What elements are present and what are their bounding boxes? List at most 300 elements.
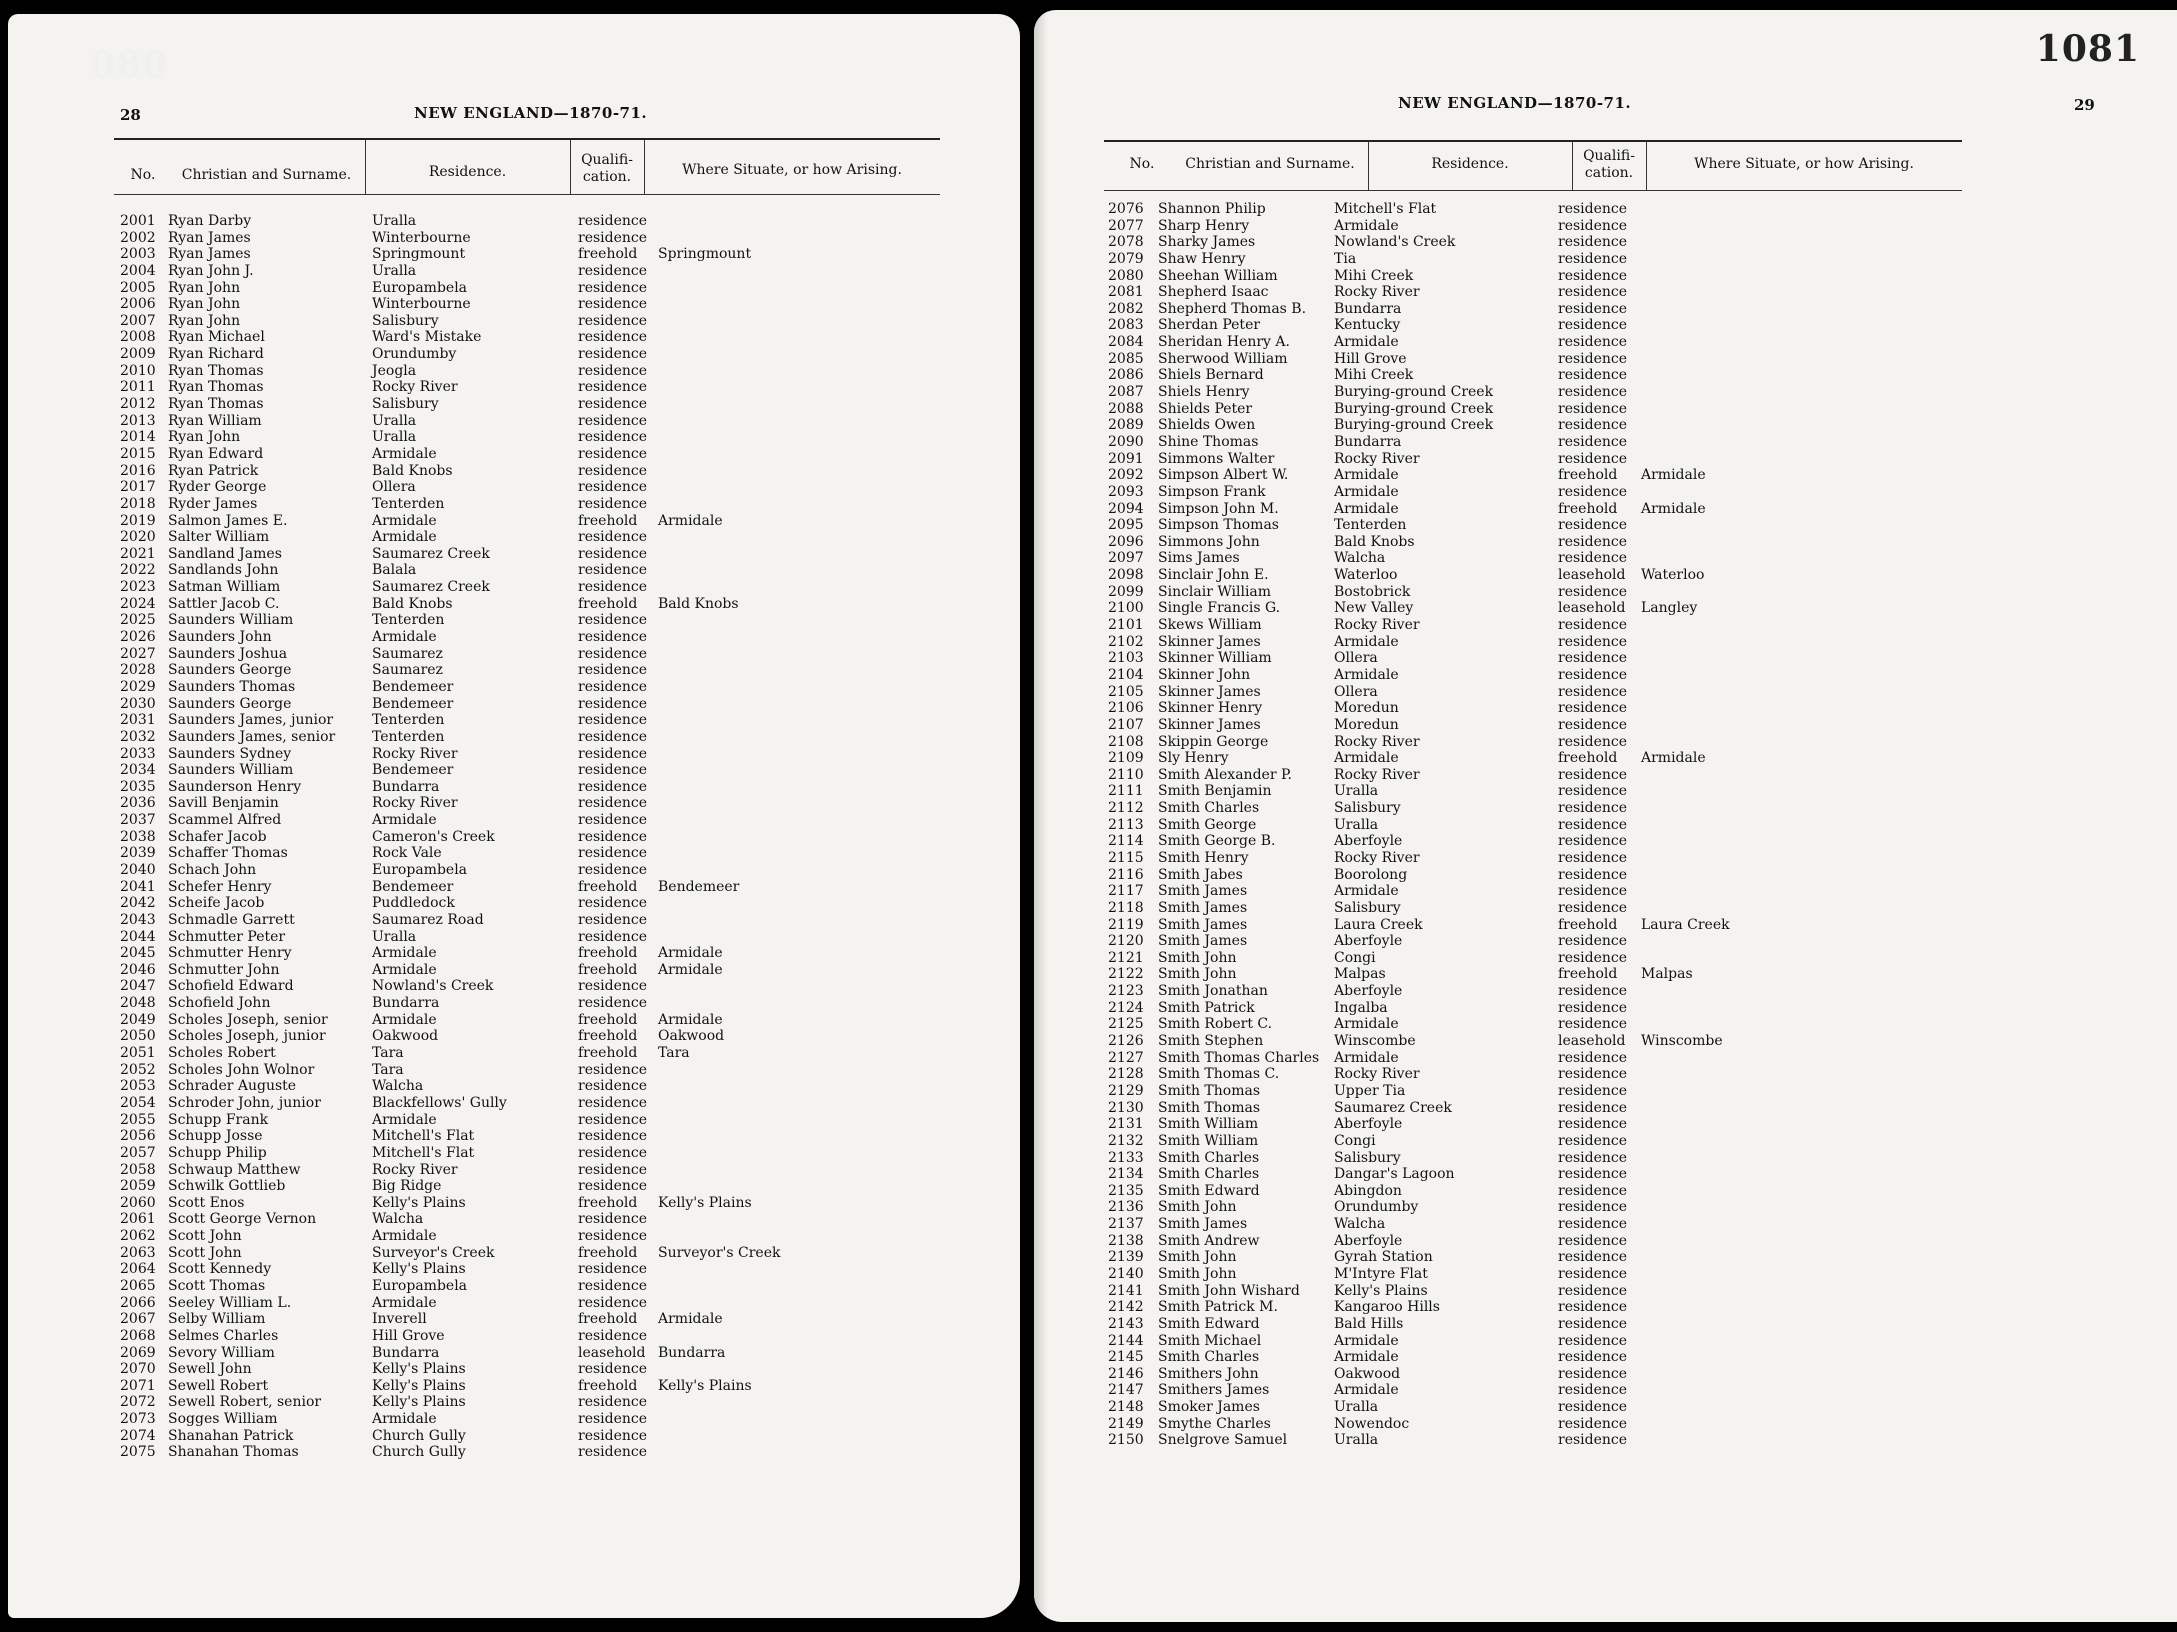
elector-name: Ryan John J. xyxy=(168,262,254,279)
row-number: 2080 xyxy=(1108,267,1144,284)
qualification: residence xyxy=(1558,666,1628,683)
residence: Oakwood xyxy=(1334,1365,1401,1382)
qualification: residence xyxy=(1558,700,1628,717)
row-number: 2037 xyxy=(120,812,156,829)
right-page xyxy=(1034,10,2177,1622)
table-row xyxy=(120,629,940,646)
qualification: residence xyxy=(578,662,648,679)
table-row xyxy=(120,1311,940,1328)
row-number: 2121 xyxy=(1108,949,1144,966)
qualification: residence xyxy=(1558,550,1628,567)
table-row xyxy=(120,1278,940,1295)
residence: Mihi Creek xyxy=(1334,367,1414,384)
elector-name: Ryan John xyxy=(168,279,241,296)
running-head: NEW ENGLAND—1870-71. xyxy=(1398,94,1632,112)
qualification: residence xyxy=(1558,1315,1628,1332)
row-number: 2132 xyxy=(1108,1132,1144,1149)
residence: Rocky River xyxy=(372,1161,458,1178)
qualification: residence xyxy=(1558,766,1628,783)
qualification: residence xyxy=(1558,1199,1628,1216)
row-number: 2050 xyxy=(120,1028,156,1045)
elector-name: Schwilk Gottlieb xyxy=(168,1178,286,1195)
residence: Armidale xyxy=(1334,1382,1399,1399)
qualification: residence xyxy=(578,545,648,562)
row-number: 2141 xyxy=(1108,1282,1144,1299)
table-row xyxy=(120,795,940,812)
table-row xyxy=(1108,584,1968,601)
row-number: 2124 xyxy=(1108,999,1144,1016)
elector-name: Schmutter Peter xyxy=(168,928,286,945)
elector-name: Skinner James xyxy=(1158,716,1261,733)
qualification: residence xyxy=(1558,367,1628,384)
qualification: residence xyxy=(578,495,648,512)
row-number: 2143 xyxy=(1108,1315,1144,1332)
residence: Rocky River xyxy=(1334,450,1420,467)
elector-name: Smith James xyxy=(1158,1216,1248,1233)
table-row xyxy=(1108,1382,1968,1399)
elector-name: Ryder James xyxy=(168,495,258,512)
qualification: residence xyxy=(578,1061,648,1078)
qualification: residence xyxy=(1558,1049,1628,1066)
residence: Rocky River xyxy=(372,745,458,762)
qualification: residence xyxy=(1558,317,1628,334)
elector-name: Smith James xyxy=(1158,899,1248,916)
qualification: residence xyxy=(578,1278,648,1294)
residence: Moredun xyxy=(1334,700,1399,717)
header-qualification xyxy=(570,152,644,186)
elector-name: Smith Patrick M. xyxy=(1158,1299,1278,1316)
row-number: 2063 xyxy=(120,1244,156,1261)
header-residence: Residence. xyxy=(428,164,507,180)
residence: Waterloo xyxy=(1334,567,1398,584)
residence: Bald Knobs xyxy=(1334,533,1415,550)
residence: Armidale xyxy=(1334,1332,1399,1349)
qualification: residence xyxy=(1558,933,1628,950)
residence: Armidale xyxy=(1334,217,1399,234)
row-number: 2137 xyxy=(1108,1216,1144,1233)
residence: Aberfoyle xyxy=(1334,983,1403,1000)
elector-name: Saunders William xyxy=(168,612,294,629)
table-row xyxy=(1108,467,1968,484)
table-row xyxy=(120,529,940,546)
residence: Church Gully xyxy=(372,1427,466,1444)
row-number: 2147 xyxy=(1108,1382,1144,1399)
residence: Uralla xyxy=(372,429,417,446)
residence: Abingdon xyxy=(1334,1182,1402,1199)
row-number: 2057 xyxy=(120,1144,156,1161)
qualification: residence xyxy=(578,812,648,829)
table-row xyxy=(1108,600,1968,617)
table-row xyxy=(1108,650,1968,667)
elector-name: Schwaup Matthew xyxy=(168,1161,301,1178)
residence: Aberfoyle xyxy=(1334,1232,1403,1249)
residence: Rocky River xyxy=(1334,766,1420,783)
table-row xyxy=(1108,234,1968,251)
table-row xyxy=(120,429,940,446)
elector-name: Smith Jabes xyxy=(1158,866,1243,883)
elector-name: Smith Benjamin xyxy=(1158,783,1272,800)
elector-name: Smith John Wishard xyxy=(1158,1282,1300,1299)
row-number: 2025 xyxy=(120,612,156,629)
row-number: 2134 xyxy=(1108,1166,1144,1183)
elector-name: Simmons Walter xyxy=(1158,450,1275,467)
residence: Armidale xyxy=(1334,500,1399,517)
row-number: 2067 xyxy=(120,1311,156,1328)
table-row xyxy=(1108,750,1968,767)
qualification: residence xyxy=(578,312,648,329)
qualification: residence xyxy=(578,562,648,579)
qualification: freehold xyxy=(578,1244,638,1261)
where-situate: Armidale xyxy=(1641,500,1706,517)
residence: Inverell xyxy=(372,1311,427,1328)
residence: Tara xyxy=(372,1061,404,1078)
table-row xyxy=(120,596,940,613)
qualification: residence xyxy=(1558,201,1628,217)
residence: Walcha xyxy=(372,1078,424,1095)
table-row xyxy=(1108,1100,1968,1117)
table-row xyxy=(1108,684,1968,701)
table-row xyxy=(1108,1216,1968,1233)
elector-name: Schupp Josse xyxy=(168,1128,263,1145)
table-row xyxy=(1108,883,1968,900)
where-situate: Winscombe xyxy=(1641,1033,1723,1050)
elector-name: Shanahan Patrick xyxy=(168,1427,294,1444)
where-situate: Oakwood xyxy=(658,1028,725,1045)
qualification: residence xyxy=(1558,583,1628,600)
residence: Uralla xyxy=(372,213,417,229)
qualification: residence xyxy=(1558,234,1628,251)
residence: Orundumby xyxy=(372,346,457,363)
row-number: 2029 xyxy=(120,678,156,695)
row-number: 2103 xyxy=(1108,650,1144,667)
folio-number: 1081 xyxy=(2035,28,2140,70)
table-row xyxy=(120,746,940,763)
row-number: 2046 xyxy=(120,961,156,978)
row-number: 2053 xyxy=(120,1078,156,1095)
header-no: No. xyxy=(1129,156,1155,172)
row-number: 2098 xyxy=(1108,567,1144,584)
elector-name: Ryan John xyxy=(168,312,241,329)
residence: Congi xyxy=(1334,949,1376,966)
residence: Rocky River xyxy=(1334,849,1420,866)
row-number: 2087 xyxy=(1108,384,1144,401)
elector-name: Ryan William xyxy=(168,412,262,429)
qualification: residence xyxy=(1558,1299,1628,1316)
elector-name: Saunders James, junior xyxy=(168,712,334,729)
residence: Bundarra xyxy=(372,995,440,1012)
table-row xyxy=(1108,1116,1968,1133)
table-row xyxy=(1108,567,1968,584)
residence: Gyrah Station xyxy=(1334,1249,1433,1266)
qualification: residence xyxy=(1558,1116,1628,1133)
residence: Walcha xyxy=(1334,1216,1386,1233)
residence: Kelly's Plains xyxy=(372,1377,466,1394)
residence: Bendemeer xyxy=(372,878,454,895)
residence: Armidale xyxy=(372,629,437,646)
qualification: residence xyxy=(578,1394,648,1411)
row-number: 2126 xyxy=(1108,1033,1144,1050)
residence: Nowland's Creek xyxy=(372,978,494,995)
elector-name: Saunders Joshua xyxy=(168,645,288,662)
elector-name: Sharp Henry xyxy=(1158,217,1250,234)
elector-name: Skinner James xyxy=(1158,633,1261,650)
table-row xyxy=(120,513,940,530)
table-row xyxy=(120,962,940,979)
residence: Malpas xyxy=(1334,966,1386,983)
table-row xyxy=(1108,817,1968,834)
elector-name: Saunders Thomas xyxy=(168,678,296,695)
header-qualification-line2: cation. xyxy=(1584,165,1634,181)
residence: Armidale xyxy=(372,812,437,829)
qualification: residence xyxy=(578,362,648,379)
residence: Tenterden xyxy=(372,712,445,729)
row-number: 2112 xyxy=(1108,800,1144,817)
table-row xyxy=(120,1378,940,1395)
row-number: 2004 xyxy=(120,262,156,279)
qualification: residence xyxy=(578,678,648,695)
table-row xyxy=(120,1411,940,1428)
table-row xyxy=(1108,218,1968,235)
residence: Europambela xyxy=(372,861,468,878)
qualification: residence xyxy=(578,379,648,396)
elector-name: Ryan Edward xyxy=(168,445,264,462)
table-row xyxy=(120,1112,940,1129)
table-row xyxy=(1108,734,1968,751)
row-number: 2144 xyxy=(1108,1332,1144,1349)
elector-name: Scammel Alfred xyxy=(168,812,282,829)
row-number: 2058 xyxy=(120,1161,156,1178)
table-row xyxy=(120,413,940,430)
residence: Bendemeer xyxy=(372,762,454,779)
elector-name: Smith Thomas xyxy=(1158,1099,1261,1116)
where-situate: Laura Creek xyxy=(1641,916,1730,933)
row-number: 2054 xyxy=(120,1094,156,1111)
residence: Tenterden xyxy=(372,495,445,512)
elector-name: Scott Enos xyxy=(168,1194,245,1211)
qualification: residence xyxy=(1558,816,1628,833)
residence: Moredun xyxy=(1334,716,1399,733)
row-number: 2086 xyxy=(1108,367,1144,384)
row-number: 2146 xyxy=(1108,1365,1144,1382)
residence: Burying-ground Creek xyxy=(1334,417,1494,434)
elector-name: Ryan Richard xyxy=(168,346,264,363)
row-number: 2079 xyxy=(1108,250,1144,267)
residence: Church Gully xyxy=(372,1444,466,1461)
row-number: 2148 xyxy=(1108,1399,1144,1416)
row-number: 2007 xyxy=(120,312,156,329)
qualification: residence xyxy=(1558,1099,1628,1116)
elector-name: Smith John xyxy=(1158,1266,1237,1282)
elector-name: Ryan Thomas xyxy=(168,362,264,379)
residence: Aberfoyle xyxy=(1334,833,1403,850)
table-row xyxy=(1108,833,1968,850)
table-row xyxy=(120,263,940,280)
elector-name: Skippin George xyxy=(1158,733,1269,750)
residence: Saumarez Road xyxy=(372,911,484,928)
row-number: 2060 xyxy=(120,1194,156,1211)
row-number: 2129 xyxy=(1108,1082,1144,1099)
row-number: 2088 xyxy=(1108,400,1144,417)
table-row xyxy=(120,1261,940,1278)
residence: Upper Tia xyxy=(1334,1082,1406,1099)
header-where: Where Situate, or how Arising. xyxy=(1694,156,1914,172)
residence: Uralla xyxy=(1334,783,1379,800)
residence: Armidale xyxy=(372,1228,437,1245)
row-number: 2036 xyxy=(120,795,156,812)
qualification: freehold xyxy=(1558,916,1618,933)
qualification: residence xyxy=(1558,300,1628,317)
elector-name: Smith John xyxy=(1158,1249,1237,1266)
table-row xyxy=(120,1078,940,1095)
residence: Rocky River xyxy=(372,379,458,396)
residence: Kangaroo Hills xyxy=(1334,1299,1440,1316)
table-row xyxy=(120,246,940,263)
elector-name: Shanahan Thomas xyxy=(168,1444,299,1461)
header-top-rule xyxy=(1104,140,1962,142)
table-row xyxy=(1108,1366,1968,1383)
folio-number: 080 xyxy=(90,44,169,86)
elector-name: Sandlands John xyxy=(168,562,279,579)
elector-name: Schupp Philip xyxy=(168,1144,267,1161)
table-row xyxy=(120,346,940,363)
qualification: residence xyxy=(578,645,648,662)
qualification: freehold xyxy=(578,1194,638,1211)
elector-name: Schmadle Garrett xyxy=(168,911,295,928)
qualification: freehold xyxy=(578,1011,638,1028)
qualification: residence xyxy=(578,795,648,812)
table-row xyxy=(120,1195,940,1212)
row-number: 2065 xyxy=(120,1278,156,1294)
qualification: residence xyxy=(578,928,648,945)
page-number: 29 xyxy=(2074,96,2095,114)
table-row xyxy=(120,845,940,862)
qualification: freehold xyxy=(1558,500,1618,517)
table-row xyxy=(120,1145,940,1162)
residence: Burying-ground Creek xyxy=(1334,400,1494,417)
qualification: residence xyxy=(1558,1399,1628,1416)
row-number: 2077 xyxy=(1108,217,1144,234)
residence: Tara xyxy=(372,1045,404,1062)
residence: Jeogla xyxy=(372,362,417,379)
row-number: 2109 xyxy=(1108,750,1144,767)
qualification: residence xyxy=(1558,334,1628,351)
table-row xyxy=(1108,550,1968,567)
qualification: residence xyxy=(1558,217,1628,234)
table-row xyxy=(1108,1033,1968,1050)
row-number: 2049 xyxy=(120,1011,156,1028)
elector-name: Ryan Darby xyxy=(168,213,252,229)
row-number: 2092 xyxy=(1108,467,1144,484)
elector-name: Schofield Edward xyxy=(168,978,294,995)
residence: Armidale xyxy=(1334,483,1399,500)
qualification: residence xyxy=(578,1228,648,1245)
row-number: 2082 xyxy=(1108,300,1144,317)
where-situate: Kelly's Plains xyxy=(658,1194,752,1211)
elector-name: Skews William xyxy=(1158,617,1262,634)
residence: Big Ridge xyxy=(372,1178,442,1195)
elector-name: Schupp Frank xyxy=(168,1111,269,1128)
table-row xyxy=(120,1178,940,1195)
qualification: residence xyxy=(578,1161,648,1178)
qualification: residence xyxy=(578,629,648,646)
table-row xyxy=(1108,1249,1968,1266)
qualification: residence xyxy=(578,429,648,446)
elector-name: Simpson John M. xyxy=(1158,500,1279,517)
residence: Ollera xyxy=(1334,683,1378,700)
row-number: 2030 xyxy=(120,695,156,712)
elector-name: Smith James xyxy=(1158,933,1248,950)
qualification: residence xyxy=(1558,733,1628,750)
table-row xyxy=(120,812,940,829)
table-row xyxy=(120,762,940,779)
qualification: residence xyxy=(578,1427,648,1444)
residence: Uralla xyxy=(372,262,417,279)
elector-name: Shepherd Thomas B. xyxy=(1158,300,1307,317)
table-row xyxy=(120,213,940,230)
qualification: freehold xyxy=(578,595,638,612)
qualification: residence xyxy=(1558,866,1628,883)
table-row xyxy=(120,1012,940,1029)
row-number: 2040 xyxy=(120,861,156,878)
elector-name: Sewell Robert xyxy=(168,1377,269,1394)
row-number: 2064 xyxy=(120,1261,156,1278)
row-number: 2101 xyxy=(1108,617,1144,634)
residence: Europambela xyxy=(372,1278,468,1294)
header-bottom-rule xyxy=(1104,190,1962,191)
elector-name: Ryan Patrick xyxy=(168,462,259,479)
elector-name: Scott Thomas xyxy=(168,1278,266,1294)
table-row xyxy=(120,230,940,247)
residence: Saumarez Creek xyxy=(372,579,490,596)
residence: Uralla xyxy=(1334,816,1379,833)
elector-name: Skinner Henry xyxy=(1158,700,1263,717)
residence: Rocky River xyxy=(372,795,458,812)
row-number: 2001 xyxy=(120,213,156,229)
header-qualification xyxy=(1572,148,1646,182)
qualification: freehold xyxy=(578,246,638,263)
qualification: residence xyxy=(578,529,648,546)
elector-name: Savill Benjamin xyxy=(168,795,279,812)
row-number: 2140 xyxy=(1108,1266,1144,1282)
elector-name: Sinclair John E. xyxy=(1158,567,1269,584)
qualification: residence xyxy=(1558,1266,1628,1282)
elector-name: Sewell Robert, senior xyxy=(168,1394,322,1411)
table-row xyxy=(120,862,940,879)
elector-name: Schaffer Thomas xyxy=(168,845,288,862)
qualification: residence xyxy=(578,712,648,729)
row-number: 2031 xyxy=(120,712,156,729)
row-number: 2044 xyxy=(120,928,156,945)
qualification: freehold xyxy=(1558,750,1618,767)
table-row xyxy=(120,1345,940,1362)
row-number: 2016 xyxy=(120,462,156,479)
qualification: residence xyxy=(1558,650,1628,667)
table-row xyxy=(1108,983,1968,1000)
row-number: 2104 xyxy=(1108,666,1144,683)
elector-name: Sewell John xyxy=(168,1361,252,1378)
elector-name: Simmons John xyxy=(1158,533,1260,550)
header-name: Christian and Surname. xyxy=(181,167,352,183)
table-row xyxy=(120,1295,940,1312)
table-row xyxy=(120,1361,940,1378)
elector-name: Saunders James, senior xyxy=(168,728,336,745)
where-situate: Armidale xyxy=(658,1011,723,1028)
qualification: residence xyxy=(578,329,648,346)
elector-name: Simpson Frank xyxy=(1158,483,1266,500)
qualification: residence xyxy=(1558,517,1628,534)
header-qualification-line2: cation. xyxy=(582,169,632,185)
residence: Hill Grove xyxy=(372,1327,445,1344)
